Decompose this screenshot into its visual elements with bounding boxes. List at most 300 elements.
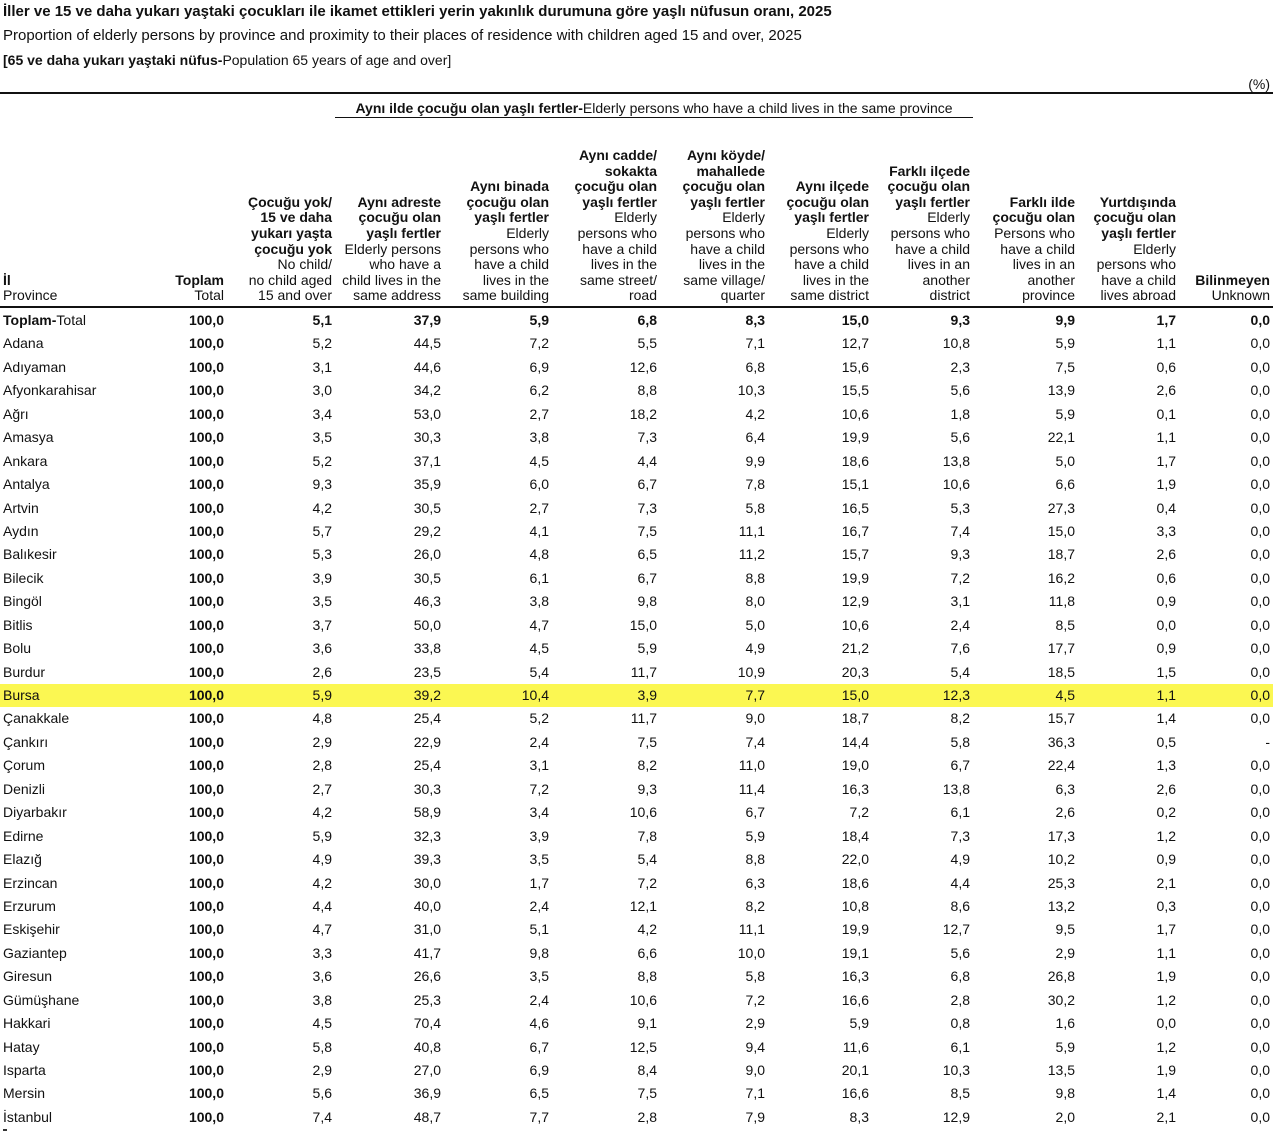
value-cell-abroad: 1,1 xyxy=(1156,429,1176,446)
value-cell-abroad: 1,2 xyxy=(1156,991,1176,1008)
value-cell-same-building: 7,2 xyxy=(529,335,549,352)
value-cell-other-province: 10,2 xyxy=(1047,851,1075,868)
value-cell-same-district: 16,3 xyxy=(841,968,869,985)
value-cell-same-street: 10,6 xyxy=(629,804,657,821)
value-cell-unknown: 0,0 xyxy=(1250,452,1270,469)
table-row xyxy=(0,965,1273,988)
value-cell-same-village: 10,3 xyxy=(737,382,765,399)
column-header-en-line: Elderly persons xyxy=(344,240,441,257)
column-header-en-line: persons who xyxy=(685,225,765,242)
value-cell-same-address: 36,9 xyxy=(413,1085,441,1102)
value-cell-other-province: 27,3 xyxy=(1047,499,1075,516)
value-cell-same-street: 2,8 xyxy=(637,1108,657,1125)
column-header-same-district xyxy=(787,179,869,304)
value-cell-same-village: 9,0 xyxy=(745,710,765,727)
value-cell-no-child: 3,4 xyxy=(312,405,332,422)
population-note-en: Population 65 years of age and over] xyxy=(222,52,452,68)
value-cell-same-building: 6,9 xyxy=(529,1062,549,1078)
value-cell-same-street: 18,2 xyxy=(629,405,657,422)
value-cell-total: 100,0 xyxy=(188,1038,224,1055)
column-header-en-line: have a child xyxy=(1000,240,1075,257)
value-cell-same-street: 7,5 xyxy=(637,1085,657,1102)
column-header-en-line: Elderly xyxy=(722,209,765,226)
value-cell-total: 100,0 xyxy=(188,429,224,446)
value-cell-same-village: 9,4 xyxy=(745,1038,765,1055)
column-header-en-line: another xyxy=(922,271,970,288)
province-cell: Artvin xyxy=(3,499,39,516)
value-cell-abroad: 1,7 xyxy=(1156,312,1176,328)
value-cell-same-street: 4,2 xyxy=(637,921,657,938)
province-cell: Bingöl xyxy=(3,593,42,610)
table-row xyxy=(0,801,1273,824)
value-cell-other-district: 5,8 xyxy=(950,733,970,750)
value-cell-same-address: 46,3 xyxy=(413,593,441,610)
value-cell-no-child: 4,2 xyxy=(312,804,332,821)
value-cell-same-district: 22,0 xyxy=(841,851,869,868)
value-cell-same-address: 50,0 xyxy=(413,616,441,633)
province-cell: Bursa xyxy=(3,687,40,703)
province-cell: Isparta xyxy=(3,1062,46,1078)
column-header-en-line: same district xyxy=(790,287,869,304)
value-cell-same-street: 12,1 xyxy=(629,897,657,914)
value-cell-unknown: 0,0 xyxy=(1250,499,1270,516)
value-cell-other-district: 13,8 xyxy=(942,452,970,469)
value-cell-no-child: 3,1 xyxy=(312,358,332,375)
value-cell-unknown: 0,0 xyxy=(1250,851,1270,868)
value-cell-same-village: 8,8 xyxy=(745,851,765,868)
value-cell-abroad: 1,1 xyxy=(1156,335,1176,352)
value-cell-same-district: 7,2 xyxy=(849,804,869,821)
value-cell-same-district: 15,1 xyxy=(841,476,869,493)
value-cell-same-address: 30,3 xyxy=(413,429,441,446)
value-cell-total: 100,0 xyxy=(188,757,224,774)
value-cell-unknown: 0,0 xyxy=(1250,944,1270,961)
table-row xyxy=(0,895,1273,918)
value-cell-same-district: 10,6 xyxy=(841,405,869,422)
column-header-same-street xyxy=(575,148,657,304)
table-row xyxy=(0,497,1273,520)
value-cell-total: 100,0 xyxy=(188,851,224,868)
value-cell-same-village: 5,8 xyxy=(745,968,765,985)
value-cell-same-village: 11,2 xyxy=(738,546,765,563)
value-cell-abroad: 0,0 xyxy=(1156,1015,1176,1032)
value-cell-same-village: 9,0 xyxy=(745,1062,765,1078)
column-header-tr-line: yaşlı fertler xyxy=(366,225,441,242)
value-cell-no-child: 4,8 xyxy=(312,710,332,727)
value-cell-abroad: 1,4 xyxy=(1156,1085,1176,1102)
value-cell-same-building: 4,5 xyxy=(529,640,549,657)
value-cell-other-district: 6,1 xyxy=(950,804,970,821)
value-cell-same-district: 19,9 xyxy=(841,569,869,586)
value-cell-same-district: 16,3 xyxy=(841,780,869,797)
value-cell-no-child: 2,6 xyxy=(312,663,332,680)
value-cell-other-province: 13,5 xyxy=(1047,1062,1075,1078)
value-cell-same-village: 7,9 xyxy=(745,1108,765,1125)
table-row xyxy=(0,543,1273,566)
value-cell-same-street: 6,8 xyxy=(637,312,657,328)
column-header-en-line: same address xyxy=(353,287,441,304)
column-header-tr-line: mahallede xyxy=(696,162,765,179)
value-cell-other-province: 9,8 xyxy=(1055,1085,1075,1102)
province-cell: Eskişehir xyxy=(3,921,60,938)
column-header-en-line: Province xyxy=(3,287,58,304)
value-cell-same-district: 19,9 xyxy=(841,429,869,446)
value-cell-same-district: 10,8 xyxy=(841,897,869,914)
group-header-same-province xyxy=(335,100,973,118)
value-cell-other-province: 4,5 xyxy=(1055,687,1075,703)
value-cell-unknown: 0,0 xyxy=(1250,687,1270,703)
value-cell-no-child: 3,8 xyxy=(312,991,332,1008)
value-cell-abroad: 2,1 xyxy=(1156,1108,1176,1125)
value-cell-same-village: 6,4 xyxy=(745,429,765,446)
column-header-tr-line: yaşlı fertler xyxy=(690,193,765,210)
column-header-tr-line: yaşlı fertler xyxy=(1101,225,1176,242)
province-cell: Ağrı xyxy=(3,405,29,422)
value-cell-same-building: 6,9 xyxy=(529,358,549,375)
value-cell-same-district: 10,6 xyxy=(841,616,869,633)
value-cell-same-building: 6,1 xyxy=(529,569,549,586)
value-cell-other-district: 6,8 xyxy=(950,968,970,985)
value-cell-unknown: 0,0 xyxy=(1250,640,1270,657)
value-cell-other-district: 2,3 xyxy=(950,358,970,375)
value-cell-same-district: 5,9 xyxy=(849,1015,869,1032)
province-cell: Mersin xyxy=(3,1085,46,1102)
value-cell-total: 100,0 xyxy=(188,499,224,516)
value-cell-other-province: 5,9 xyxy=(1055,335,1075,352)
province-cell: Elazığ xyxy=(3,851,42,868)
value-cell-same-street: 10,6 xyxy=(629,991,657,1008)
header-rule xyxy=(0,306,1273,308)
value-cell-abroad: 2,6 xyxy=(1156,382,1176,399)
value-cell-total: 100,0 xyxy=(188,358,224,375)
province-cell: İstanbul xyxy=(3,1108,53,1125)
value-cell-no-child: 2,7 xyxy=(312,780,332,797)
value-cell-total: 100,0 xyxy=(188,522,224,539)
top-rule xyxy=(0,92,1273,94)
value-cell-same-street: 9,3 xyxy=(637,780,657,797)
value-cell-same-address: 40,0 xyxy=(413,897,441,914)
value-cell-same-village: 7,8 xyxy=(745,476,765,493)
value-cell-other-province: 18,7 xyxy=(1047,546,1075,563)
value-cell-other-district: 2,8 xyxy=(950,991,970,1008)
value-cell-same-building: 6,2 xyxy=(529,382,549,399)
value-cell-same-street: 6,7 xyxy=(637,569,657,586)
value-cell-no-child: 4,5 xyxy=(312,1015,332,1032)
value-cell-other-province: 5,9 xyxy=(1055,1038,1075,1055)
value-cell-same-building: 5,9 xyxy=(529,312,549,328)
value-cell-other-district: 4,9 xyxy=(950,851,970,868)
value-cell-same-district: 18,4 xyxy=(841,827,869,844)
column-header-tr-line: çocuğu olan xyxy=(887,178,970,195)
value-cell-unknown: 0,0 xyxy=(1250,476,1270,493)
value-cell-total: 100,0 xyxy=(188,1062,224,1078)
table-row xyxy=(0,731,1273,754)
value-cell-total: 100,0 xyxy=(188,335,224,352)
value-cell-other-province: 9,9 xyxy=(1055,312,1075,328)
province-cell: Adıyaman xyxy=(3,358,67,375)
value-cell-abroad: 1,9 xyxy=(1156,968,1176,985)
value-cell-other-province: 5,0 xyxy=(1055,452,1075,469)
column-header-en-line: Unknown xyxy=(1211,287,1270,304)
value-cell-no-child: 7,4 xyxy=(312,1108,332,1125)
table-row xyxy=(0,637,1273,660)
value-cell-same-village: 5,8 xyxy=(745,499,765,516)
value-cell-same-district: 12,9 xyxy=(841,593,869,610)
table-row xyxy=(0,590,1273,613)
total-label-tr: Toplam- xyxy=(3,312,57,328)
column-header-en-line: have a child xyxy=(582,240,657,257)
province-cell: Burdur xyxy=(3,663,46,680)
value-cell-other-district: 10,3 xyxy=(942,1062,970,1078)
value-cell-same-street: 6,5 xyxy=(637,546,657,563)
table-row xyxy=(0,520,1273,543)
column-header-en-line: same street/ xyxy=(579,271,657,288)
value-cell-same-building: 3,1 xyxy=(529,757,549,774)
province-cell: Aydın xyxy=(3,522,39,539)
value-cell-same-address: 25,4 xyxy=(413,710,441,727)
table-row xyxy=(0,918,1273,941)
value-cell-same-district: 11,6 xyxy=(842,1038,869,1055)
column-header-en-line: Elderly xyxy=(927,209,970,226)
value-cell-unknown: 0,0 xyxy=(1250,312,1270,328)
value-cell-no-child: 5,6 xyxy=(312,1085,332,1102)
value-cell-same-building: 5,4 xyxy=(529,663,549,680)
value-cell-unknown: 0,0 xyxy=(1250,1085,1270,1102)
value-cell-abroad: 1,3 xyxy=(1156,757,1176,774)
value-cell-same-street: 7,5 xyxy=(637,733,657,750)
province-cell: Denizli xyxy=(3,780,46,797)
province-cell xyxy=(3,312,86,328)
value-cell-abroad: 0,6 xyxy=(1156,358,1176,375)
value-cell-same-district: 15,0 xyxy=(841,687,869,703)
value-cell-other-district: 7,2 xyxy=(950,569,970,586)
column-header-tr-line: çocuğu olan xyxy=(682,178,765,195)
value-cell-same-street: 6,6 xyxy=(637,944,657,961)
province-cell: Erzincan xyxy=(3,874,58,891)
value-cell-abroad: 1,4 xyxy=(1156,710,1176,727)
value-cell-abroad: 0,0 xyxy=(1156,616,1176,633)
table-row xyxy=(0,1059,1273,1082)
column-header-tr-line: Aynı cadde/ xyxy=(578,147,657,164)
value-cell-same-address: 48,7 xyxy=(413,1108,441,1125)
value-cell-same-district: 18,6 xyxy=(841,874,869,891)
value-cell-total: 100,0 xyxy=(188,921,224,938)
column-header-total xyxy=(175,273,224,304)
column-header-en-line: province xyxy=(1022,287,1075,304)
value-cell-same-building: 6,5 xyxy=(529,1085,549,1102)
column-header-tr-line: Aynı adreste xyxy=(357,193,441,210)
value-cell-no-child: 5,7 xyxy=(312,522,332,539)
value-cell-no-child: 5,3 xyxy=(312,546,332,563)
table-row xyxy=(0,567,1273,590)
value-cell-unknown: 0,0 xyxy=(1250,1015,1270,1032)
value-cell-other-province: 36,3 xyxy=(1047,733,1075,750)
value-cell-same-village: 5,9 xyxy=(745,827,765,844)
value-cell-same-street: 9,1 xyxy=(637,1015,657,1032)
value-cell-other-province: 25,3 xyxy=(1047,874,1075,891)
value-cell-no-child: 4,2 xyxy=(312,499,332,516)
province-cell: Bilecik xyxy=(3,569,44,586)
value-cell-abroad: 0,3 xyxy=(1156,897,1176,914)
table-body xyxy=(0,309,1273,1129)
value-cell-total: 100,0 xyxy=(188,546,224,563)
value-cell-other-district: 4,4 xyxy=(950,874,970,891)
value-cell-same-building: 7,2 xyxy=(529,780,549,797)
value-cell-abroad: 0,9 xyxy=(1156,640,1176,657)
province-cell: Hatay xyxy=(3,1038,40,1055)
value-cell-same-district: 20,1 xyxy=(841,1062,869,1078)
province-cell: Diyarbakır xyxy=(3,804,67,821)
value-cell-abroad: 1,9 xyxy=(1156,1062,1176,1078)
value-cell-same-district: 15,7 xyxy=(841,546,869,563)
value-cell-same-address: 40,8 xyxy=(413,1038,441,1055)
value-cell-total: 100,0 xyxy=(188,569,224,586)
value-cell-same-building: 6,0 xyxy=(529,476,549,493)
province-cell: Gümüşhane xyxy=(3,991,80,1008)
value-cell-unknown: 0,0 xyxy=(1250,335,1270,352)
group-header-en: Elderly persons who have a child lives in the same province xyxy=(582,100,953,116)
value-cell-same-building: 7,7 xyxy=(529,1108,549,1125)
value-cell-no-child: 5,9 xyxy=(312,827,332,844)
value-cell-other-district: 5,6 xyxy=(950,944,970,961)
value-cell-same-building: 2,7 xyxy=(529,499,549,516)
value-cell-total: 100,0 xyxy=(188,804,224,821)
value-cell-unknown: 0,0 xyxy=(1250,1038,1270,1055)
value-cell-same-street: 7,2 xyxy=(637,874,657,891)
column-header-other-district xyxy=(888,164,970,304)
value-cell-unknown: 0,0 xyxy=(1250,991,1270,1008)
value-cell-abroad: 0,2 xyxy=(1156,804,1176,821)
value-cell-same-village: 10,9 xyxy=(737,663,765,680)
column-header-en-line: child lives in the xyxy=(342,271,441,288)
column-header-en-line: lives abroad xyxy=(1100,287,1176,304)
value-cell-same-address: 22,9 xyxy=(413,733,441,750)
value-cell-other-province: 13,9 xyxy=(1047,382,1075,399)
column-header-en-line: another xyxy=(1027,271,1075,288)
column-header-en-line: who have a xyxy=(369,256,441,273)
column-header-en-line: same building xyxy=(462,287,549,304)
value-cell-same-street: 9,8 xyxy=(637,593,657,610)
value-cell-same-address: 44,5 xyxy=(413,335,441,352)
value-cell-unknown: 0,0 xyxy=(1250,968,1270,985)
value-cell-same-village: 4,9 xyxy=(745,640,765,657)
value-cell-same-street: 8,2 xyxy=(637,757,657,774)
value-cell-abroad: 0,5 xyxy=(1156,733,1176,750)
value-cell-total: 100,0 xyxy=(188,616,224,633)
value-cell-other-district: 1,8 xyxy=(950,405,970,422)
value-cell-same-address: 39,2 xyxy=(413,687,441,703)
column-header-en-line: lives in the xyxy=(802,271,869,288)
table-row xyxy=(0,614,1273,637)
value-cell-same-address: 31,0 xyxy=(413,921,441,938)
value-cell-same-street: 12,6 xyxy=(629,358,657,375)
column-header-en-line: No child/ xyxy=(277,256,332,273)
value-cell-same-address: 37,1 xyxy=(413,452,441,469)
province-cell: Adana xyxy=(3,335,44,352)
value-cell-same-street: 15,0 xyxy=(629,616,657,633)
value-cell-same-village: 6,7 xyxy=(745,804,765,821)
value-cell-other-district: 2,4 xyxy=(950,616,970,633)
value-cell-other-province: 7,5 xyxy=(1055,358,1075,375)
value-cell-abroad: 1,2 xyxy=(1156,1038,1176,1055)
value-cell-abroad: 1,5 xyxy=(1156,663,1176,680)
value-cell-other-district: 10,8 xyxy=(942,335,970,352)
province-cell: Balıkesir xyxy=(3,546,57,563)
value-cell-same-address: 34,2 xyxy=(413,382,441,399)
value-cell-no-child: 5,2 xyxy=(312,452,332,469)
value-cell-other-province: 2,9 xyxy=(1055,944,1075,961)
value-cell-same-address: 44,6 xyxy=(413,358,441,375)
column-header-same-building xyxy=(463,179,549,304)
value-cell-abroad: 3,3 xyxy=(1156,522,1176,539)
column-header-tr-line: çocuğu olan xyxy=(992,209,1075,226)
value-cell-other-province: 17,3 xyxy=(1047,827,1075,844)
value-cell-abroad: 1,1 xyxy=(1156,944,1176,961)
province-cell: Çankırı xyxy=(3,733,49,750)
value-cell-same-address: 25,4 xyxy=(413,757,441,774)
value-cell-total: 100,0 xyxy=(188,710,224,727)
value-cell-other-province: 5,9 xyxy=(1055,405,1075,422)
value-cell-abroad: 1,1 xyxy=(1156,687,1176,703)
value-cell-abroad: 0,9 xyxy=(1156,851,1176,868)
value-cell-total: 100,0 xyxy=(188,593,224,610)
table-row xyxy=(0,989,1273,1012)
value-cell-abroad: 1,7 xyxy=(1156,452,1176,469)
value-cell-abroad: 2,1 xyxy=(1156,874,1176,891)
value-cell-same-village: 8,8 xyxy=(745,569,765,586)
value-cell-same-building: 5,1 xyxy=(529,921,549,938)
column-header-tr-line: Yurtdışında xyxy=(1099,193,1176,210)
table-row xyxy=(0,872,1273,895)
value-cell-same-district: 16,7 xyxy=(841,522,869,539)
table-title: İller ve 15 ve daha yukarı yaştaki çocukları ile ikamet ettikleri yerin yakınlık durumuna göre yaşlı nüfusun oranı, 2025 xyxy=(3,3,832,20)
value-cell-other-province: 13,2 xyxy=(1047,897,1075,914)
value-cell-no-child: 2,8 xyxy=(312,757,332,774)
column-header-en-line: lives in an xyxy=(1012,256,1075,273)
table-row xyxy=(0,1012,1273,1035)
value-cell-same-building: 4,6 xyxy=(529,1015,549,1032)
value-cell-no-child: 5,2 xyxy=(312,335,332,352)
value-cell-abroad: 2,6 xyxy=(1156,546,1176,563)
value-cell-other-province: 9,5 xyxy=(1055,921,1075,938)
value-cell-total: 100,0 xyxy=(188,640,224,657)
value-cell-other-district: 6,7 xyxy=(950,757,970,774)
value-cell-same-village: 11,0 xyxy=(738,757,765,774)
column-header-tr-line: çocuğu olan xyxy=(786,193,869,210)
value-cell-other-district: 10,6 xyxy=(942,476,970,493)
value-cell-other-province: 6,3 xyxy=(1055,780,1075,797)
province-cell: Antalya xyxy=(3,476,50,493)
value-cell-unknown: 0,0 xyxy=(1250,522,1270,539)
province-cell: Erzurum xyxy=(3,897,56,914)
column-header-tr-line: yaşlı fertler xyxy=(895,193,970,210)
value-cell-same-street: 5,5 xyxy=(637,335,657,352)
value-cell-same-building: 10,4 xyxy=(521,687,549,703)
total-label-en: Total xyxy=(56,312,86,328)
table-subtitle: Proportion of elderly persons by province and proximity to their places of residence with children aged 15 and over, 2025 xyxy=(3,27,802,44)
column-header-same-address xyxy=(342,195,441,304)
value-cell-same-district: 15,0 xyxy=(841,312,869,328)
value-cell-same-village: 11,1 xyxy=(738,522,765,539)
province-cell: Ankara xyxy=(3,452,48,469)
value-cell-other-province: 16,2 xyxy=(1047,569,1075,586)
value-cell-same-building: 2,7 xyxy=(529,405,549,422)
population-note xyxy=(3,52,451,68)
value-cell-abroad: 0,1 xyxy=(1156,405,1176,422)
value-cell-other-province: 15,0 xyxy=(1047,522,1075,539)
table-row xyxy=(0,1106,1273,1129)
province-cell: Edirne xyxy=(3,827,44,844)
